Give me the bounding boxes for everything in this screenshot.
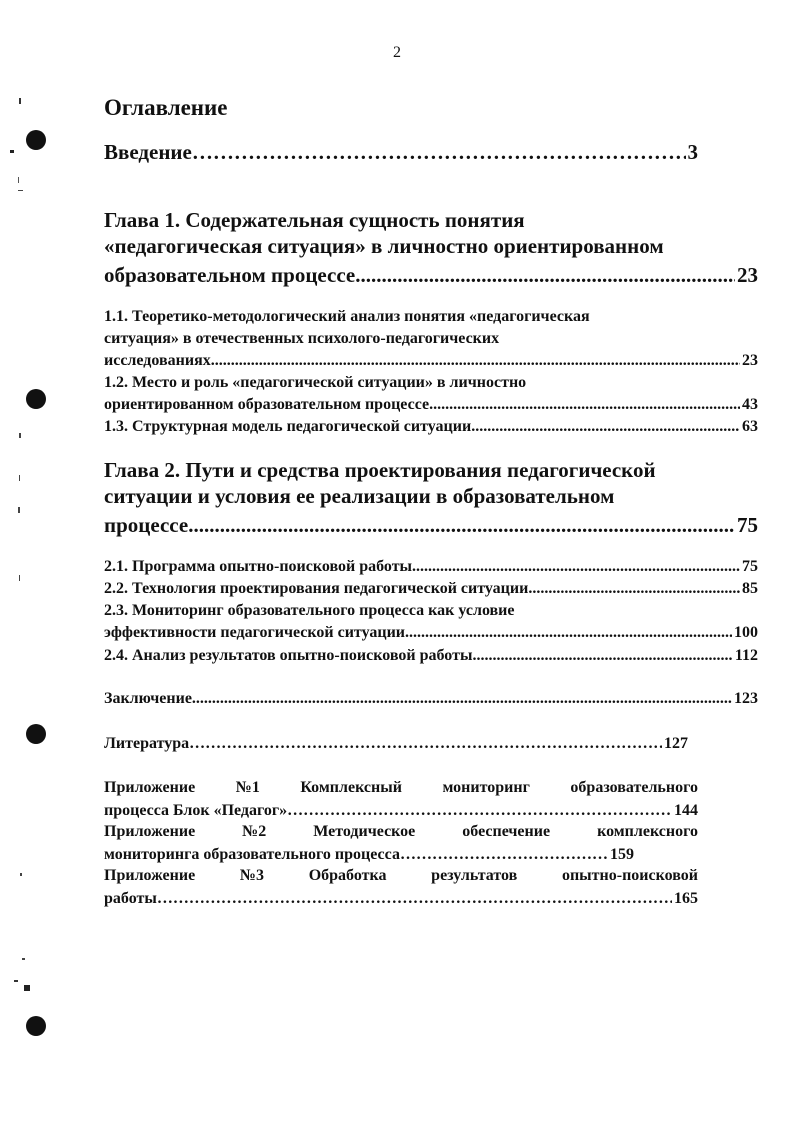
entry-line: «педагогическая ситуация» в личностно ориентированном (104, 234, 664, 258)
dot-leader (355, 262, 735, 288)
entry-label: эффективности педагогической ситуации (104, 624, 406, 641)
toc-entry-section-1-3[interactable] (104, 416, 758, 438)
entry-page: 3 (687, 140, 698, 164)
entry-page: 63 (742, 418, 758, 435)
entry-label: Заключение (104, 690, 192, 707)
entry-page: 85 (742, 580, 758, 597)
toc-entry-appendix-2[interactable] (104, 820, 698, 866)
dot-leader (192, 688, 732, 710)
entry-label: Введение (104, 140, 192, 164)
entry-line: Приложение №2 Методическое обеспечение комплексного (104, 823, 698, 840)
toc-entry-section-2-3[interactable] (104, 600, 758, 644)
dot-leader (433, 394, 740, 416)
toc-entry-literature[interactable] (104, 733, 688, 755)
toc-title: Оглавление (104, 95, 228, 120)
entry-line: 1.2. Место и роль «педагогической ситуации» в личностно (104, 374, 527, 391)
dot-leader (412, 556, 740, 578)
dot-leader (287, 799, 672, 822)
dot-leader (189, 733, 662, 755)
entry-page: 75 (742, 558, 758, 575)
entry-page: 23 (737, 263, 758, 287)
toc-entry-section-2-1[interactable] (104, 556, 758, 578)
dot-leader (192, 139, 686, 165)
dot-leader (188, 512, 735, 538)
entry-label: Литература (104, 735, 190, 752)
dot-leader (157, 887, 672, 910)
entry-line: 1.1. Теоретико-методологический анализ понятия «педагогическая (104, 308, 590, 325)
toc-entry-chapter-2[interactable] (104, 457, 758, 538)
entry-label: 2.4. Анализ результатов опытно-поисковой работы (104, 647, 473, 664)
entry-line: Глава 2. Пути и средства проектирования педагогической (104, 458, 656, 482)
entry-line: ситуация» в отечественных психолого-педагогических (104, 330, 500, 347)
entry-label: 2.2. Технология проектирования педагогической ситуации (104, 580, 529, 597)
entry-label: 1.3. Структурная модель педагогической ситуации (104, 418, 472, 435)
entry-label: образовательном процессе (104, 263, 356, 287)
page-number: 2 (393, 44, 401, 61)
entry-page: 112 (734, 647, 758, 664)
entry-page: 127 (664, 735, 688, 752)
toc-entry-appendix-3[interactable] (104, 864, 698, 910)
entry-label: процессе (104, 513, 189, 537)
entry-page: 165 (674, 890, 698, 907)
dot-leader (472, 645, 732, 667)
toc-entry-conclusion[interactable] (104, 688, 758, 710)
scan-specks (0, 0, 60, 1125)
dot-leader (211, 350, 740, 372)
toc-entry-chapter-1[interactable] (104, 207, 758, 288)
entry-page: 100 (734, 624, 758, 641)
entry-label: процесса Блок «Педагог» (104, 802, 288, 819)
entry-label: ориентированном образовательном процессе. (104, 396, 434, 413)
dot-leader (405, 622, 732, 644)
toc-entry-introduction[interactable] (104, 139, 698, 165)
toc-entry-section-1-2[interactable] (104, 372, 758, 416)
entry-line: ситуации и условия ее реализации в образовательном (104, 484, 615, 508)
entry-page: 123 (734, 690, 758, 707)
entry-label: исследованиях (104, 352, 211, 369)
entry-page: 23 (742, 352, 758, 369)
entry-page: 43 (742, 396, 758, 413)
entry-label: мониторинга образовательного процесса (104, 846, 400, 863)
toc-entry-section-2-2[interactable] (104, 578, 758, 600)
entry-page: 75 (737, 513, 758, 537)
toc-entry-section-2-4[interactable] (104, 645, 758, 667)
entry-label: 2.1. Программа опытно-поисковой работы (104, 558, 413, 575)
entry-line: 2.3. Мониторинг образовательного процесса как условие (104, 602, 515, 619)
toc-entry-section-1-1[interactable] (104, 306, 758, 372)
dot-leader (400, 843, 608, 866)
entry-label: работы (104, 890, 157, 907)
entry-line: Глава 1. Содержательная сущность понятия (104, 208, 525, 232)
dot-leader (471, 416, 740, 438)
entry-line: Приложение №1 Комплексный мониторинг образовательного (104, 779, 698, 796)
toc-entry-appendix-1[interactable] (104, 776, 698, 822)
entry-page: 159 (610, 846, 634, 863)
dot-leader (528, 578, 740, 600)
entry-line: Приложение №3 Обработка результатов опытно-поисковой (104, 867, 698, 884)
entry-page: 144 (674, 802, 698, 819)
